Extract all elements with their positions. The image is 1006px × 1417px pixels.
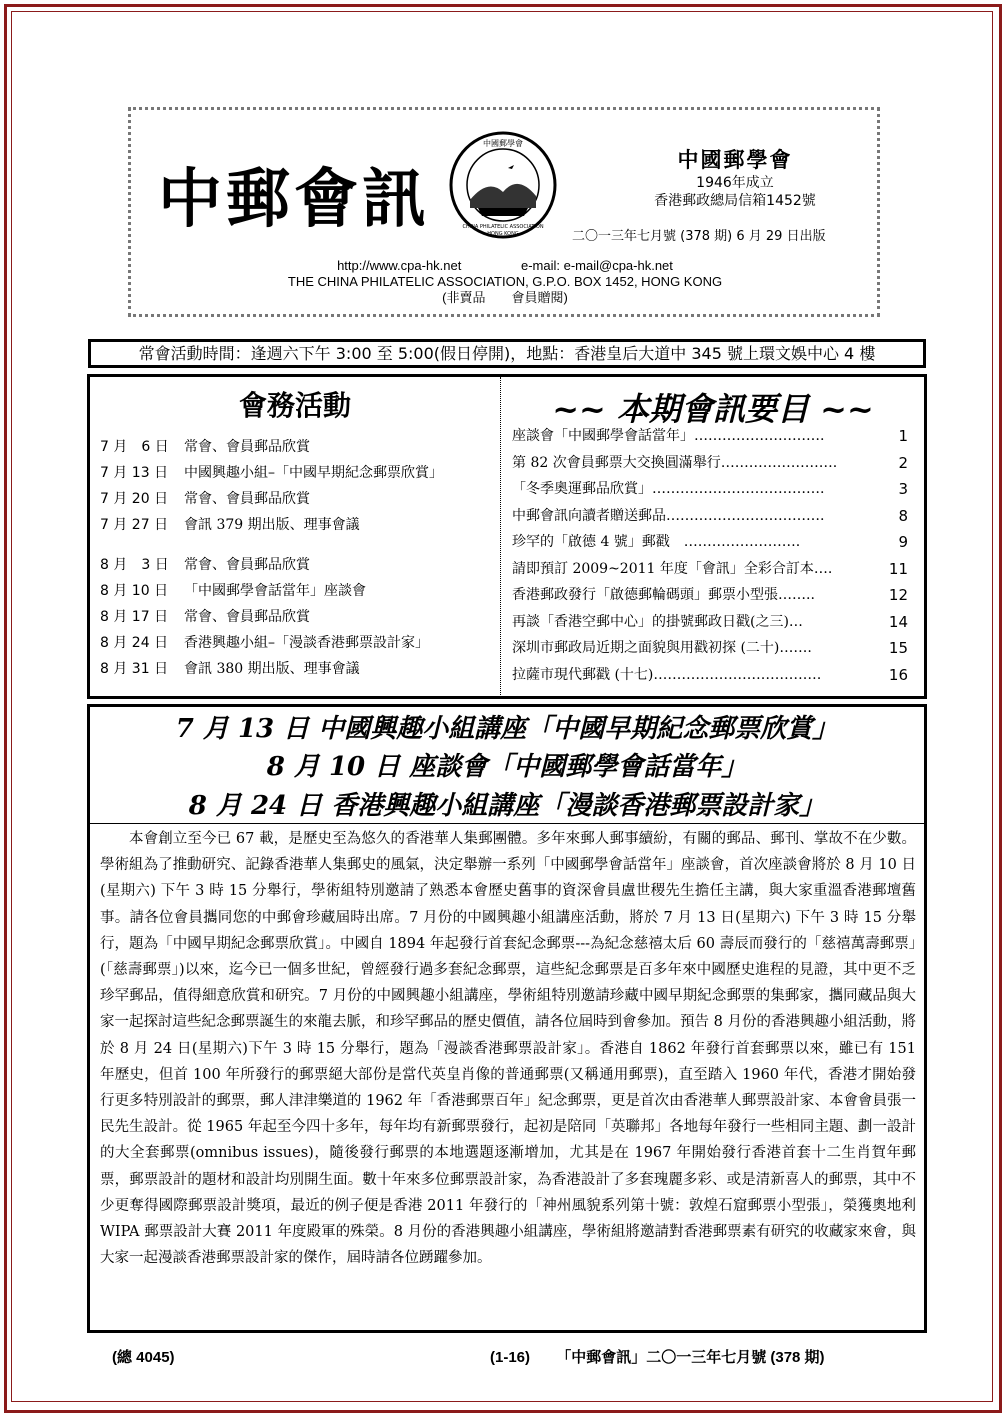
- toc-item[interactable]: 第 82 次會員郵票大交換圓滿舉行……………………. 2: [512, 453, 908, 472]
- toc-list: [512, 423, 912, 688]
- website-link[interactable]: http://www.cpa-hk.net: [337, 258, 462, 273]
- not-for-sale-note: (非賣品 會員贈閱): [442, 290, 568, 305]
- association-name: 中國郵學會: [677, 148, 793, 172]
- article-headline: 7 月 13 日 中國興趣小組講座「中國早期紀念郵票欣賞」: [175, 714, 839, 744]
- toc-item[interactable]: 座談會「中國郵學會話當年」………………………. 1: [512, 427, 908, 445]
- footer-issue: [490, 1346, 825, 1367]
- footer-pages: (1-16): [490, 1349, 531, 1366]
- english-address: THE CHINA PHILATELIC ASSOCIATION, G.P.O. BOX 1452, HONG KONG: [287, 274, 723, 289]
- activities-title: 會務活動: [238, 389, 351, 422]
- postal-address: 香港郵政總局信箱1452號: [654, 193, 816, 209]
- newsletter-title: 中郵會訊: [158, 162, 430, 237]
- toc-item[interactable]: 「冬季奧運郵品欣賞」………………………………. 3: [512, 480, 908, 498]
- activity-row: 8 月 17 日 常會、會員郵品欣賞: [100, 609, 310, 625]
- association-info: [630, 144, 840, 210]
- contact-info: [240, 258, 770, 306]
- association-seal: [448, 130, 558, 240]
- seal-hk-text: HONG KONG: [487, 231, 519, 237]
- headline-divider: [90, 823, 924, 824]
- footer-issue-name: 「中郵會訊」二〇一三年七月號 (378 期): [556, 1349, 825, 1366]
- column-divider: [500, 377, 501, 697]
- toc-item[interactable]: 深圳市郵政局近期之面貌與用戳初探 (二十)……. 15: [512, 639, 908, 657]
- activity-row: 8 月 3 日 常會、會員郵品欣賞: [100, 557, 310, 573]
- activity-row: 7 月 6 日 常會、會員郵品欣賞: [100, 439, 310, 455]
- meeting-notice: 常會活動時間：逢週六下午 3:00 至 5:00(假日停開)，地點：香港皇后大道中 345 號上環文娛中心 4 樓: [88, 339, 926, 368]
- founded-year: 1946年成立: [696, 175, 774, 191]
- email-link[interactable]: e-mail: e-mail@cpa-hk.net: [520, 258, 673, 273]
- toc-item[interactable]: 拉薩市現代郵戳 (十七)……………………………… 16: [512, 665, 908, 684]
- toc-title: ~~ 本期會訊要目 ~~: [552, 390, 874, 428]
- activity-row: 7 月 20 日 常會、會員郵品欣賞: [100, 491, 310, 507]
- article-headline: 8 月 10 日 座談會「中國郵學會話當年」: [266, 752, 748, 782]
- activity-row: 8 月 24 日 香港興趣小組–「漫談香港郵票設計家」: [100, 635, 429, 651]
- activities-list: [100, 434, 500, 682]
- toc-item[interactable]: 中郵會訊向讀者贈送郵品……………………………. 8: [512, 506, 908, 525]
- activity-row: 7 月 13 日 中國興趣小組–「中國早期紀念郵票欣賞」: [100, 465, 443, 481]
- article-body: 本會創立至今已 67 載，是歷史至為悠久的香港華人集郵團體。多年來郵人郵事續紛，有關的郵品、郵刊、掌故不在少數。學術組為了推動研究、記錄香港華人集郵史的風氣，決定舉辦一系列「中國郵學會話當年」座談會，首次座談會將於 8 月 10 日(星期六) 下午 3 時 15 分舉行，學術組特別邀請了熟悉本會歷史舊事的資深會員盧世稷先生擔任主講，與大家重溫香港郵壇舊事。請各位會員攜同您的中郵會珍藏屆時出席。7 月份的中國興趣小組講座活動，將於 7 月 13 日(星期六) 下午 3 時 15 分舉行，題為「中國早期紀念郵票欣賞」。中國自 1894 年起發行首套紀念郵票---為紀念慈禧太后 60 壽辰而發行的「慈禧萬壽郵票」(「慈壽郵票」)以來，迄今已一個多世紀，曾經發行過多套紀念郵票，這些紀念郵票是百多年來中國歷史進程的見證，其中更不乏珍罕郵品，值得細意欣賞和研究。7 月份的中國興趣小組講座，學術組特別邀請珍藏中國早期紀念郵票的集郵家，攜同藏品與大家一起探討這些紀念郵票誕生的來龍去脈，和珍罕郵品的歷史價值，請各位屆時到會參加。預告 8 月份的香港興趣小組活動，將於 8 月 24 日(星期六)下午 3 時 15 分舉行，題為「漫談香港郵票設計家」。香港自 1862 年發行首套郵票以來，雖已有 151 年歷史，但首 100 年所發行的郵票絕大部份是當代英皇肖像的普通郵票(又稱通用郵票)，直至踏入 1960 年代，香港才開始發行更多特別設計的郵票，郵人津津樂道的 1962 年「香港郵票百年」紀念郵票，更是首次由香港華人郵票設計家、本會會員張一民先生設計。從 1965 年起至今四十多年，每年均有新郵票發行，起初是陪同「英聯邦」各地每年發行一些相同主題、劃一設計的大全套郵票(omnibus issues)，隨後發行郵票的本地選題逐漸增加，尤其是在 1967 年開始發行香港首套十二生肖賀年郵票，郵票設計的題材和設計均別開生面。數十年來多位郵票設計家，為香港設計了多套瑰麗多彩、或是清新喜人的郵票，其中不少更奪得國際郵票設計獎項，最近的例子便是香港 2011 年發行的「神州風貌系列第十號：敦煌石窟郵票小型張」，榮獲奧地利 WIPA 郵票設計大賽 2011 年度殿軍的殊榮。8 月份的香港興趣小組講座，學術組將邀請對香港郵票素有研究的收藏家來會，與大家一起漫談香港郵票設計家的傑作，屆時請各位踴躍參加。: [100, 831, 916, 1267]
- article-headline: 8 月 24 日 香港興趣小組講座「漫談香港郵票設計家」: [188, 791, 826, 821]
- toc-item[interactable]: 請即預訂 2009~2011 年度「會訊」全彩合訂本…. 11: [512, 559, 908, 578]
- activity-row: 8 月 10 日 「中國郵學會話當年」座談會: [100, 583, 366, 599]
- footer-total: (總 4045): [112, 1349, 175, 1366]
- toc-item[interactable]: 珍罕的「啟德 4 號」郵戳 ……………………. 9: [512, 533, 908, 551]
- toc-item[interactable]: 香港郵政發行「啟德郵輪碼頭」郵票小型張…….. 12: [512, 586, 908, 604]
- seal-top-text: 中國郵學會: [483, 139, 523, 148]
- seal-english-text: CHINA PHILATELIC ASSOCIATION: [462, 224, 544, 230]
- activity-row: 8 月 31 日 會訊 380 期出版、理事會議: [100, 661, 360, 677]
- issue-date: 二〇一三年七月號 (378 期) 6 月 29 日出版: [572, 229, 826, 244]
- toc-item[interactable]: 再談「香港空郵中心」的掛號郵政日戳(之三)… 14: [512, 612, 908, 631]
- activity-row: 7 月 27 日 會訊 379 期出版、理事會議: [100, 517, 360, 533]
